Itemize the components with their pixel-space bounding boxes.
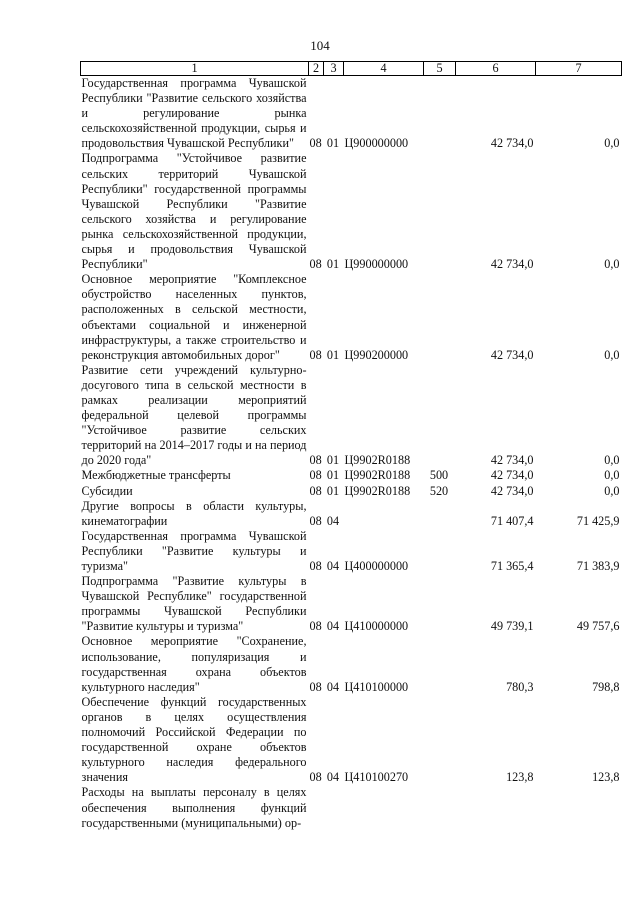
amount-year-1: 42 734,0 <box>490 347 534 362</box>
amount-year-1: 42 734,0 <box>490 257 534 272</box>
table-row <box>81 484 622 499</box>
amount-year-1: 42 734,0 <box>490 468 534 483</box>
column-header: 2 <box>309 62 324 76</box>
target-article-code: Ц9902R0188 <box>344 453 411 468</box>
target-article-code: Ц900000000 <box>344 136 409 151</box>
expense-type-code: 520 <box>429 483 449 498</box>
row-description: Основное мероприятие "Комплексное обустройство населенных пунктов, расположенных в сельской местности, объектами социальной и инженерной инфраструктуры, а также строительство и реконструкция автомобильных дорог" <box>81 272 307 362</box>
amount-year-2 <box>536 785 622 830</box>
table-row <box>81 363 622 469</box>
table-row <box>81 695 622 786</box>
column-header: 4 <box>344 62 424 76</box>
subsection-code: 01 <box>326 136 340 151</box>
target-article-code: Ц9902R0188 <box>344 483 411 498</box>
row-description: Государственная программа Чувашской Республики "Развитие сельского хозяйства и регулирование рынка сельскохозяйственной продукции, сырья и продовольствия Чувашской Республики" <box>81 76 307 151</box>
subsection-code: 04 <box>326 619 340 634</box>
amount-year-1: 71 365,4 <box>490 559 534 573</box>
budget-table <box>80 61 622 831</box>
amount-year-2: 798,8 <box>592 679 620 694</box>
expense-type-code <box>424 785 456 830</box>
amount-year-1: 42 734,0 <box>490 453 534 468</box>
row-description: Развитие сети учреждений культурно-досугового типа в сельской местности в рамках реализации мероприятий федеральной целевой программы "Устойчивое развитие сельских территорий на 2014–2017 годы и на период до 2020 года" <box>81 362 307 468</box>
subsection-code <box>324 785 344 830</box>
section-code: 08 <box>309 483 322 498</box>
table-row <box>81 272 622 363</box>
expense-type-code <box>424 574 456 634</box>
target-article-code: Ц990000000 <box>344 257 409 272</box>
row-description: Расходы на выплаты персоналу в целях обеспечения выполнения функций государственными (муниципальными) ор- <box>81 785 307 830</box>
expense-type-code <box>424 634 456 694</box>
amount-year-2: 0,0 <box>604 136 620 151</box>
amount-year-1: 42 734,0 <box>490 483 534 498</box>
target-article-code: Ц410100270 <box>344 770 409 785</box>
section-code: 08 <box>309 468 322 483</box>
expense-type-code <box>424 529 456 574</box>
amount-year-1: 42 734,0 <box>490 136 534 151</box>
amount-year-2: 0,0 <box>604 453 620 468</box>
target-article-code: Ц410000000 <box>344 619 409 634</box>
table-row <box>81 574 622 634</box>
target-article-code: Ц410100000 <box>344 679 409 694</box>
section-code: 08 <box>309 770 322 785</box>
row-description: Другие вопросы в области культуры, кинематографии <box>81 498 307 528</box>
row-description: Подпрограмма "Устойчивое развитие сельских территорий Чувашской Республики" государственной программы Чувашской Республики "Развитие сельского хозяйства и регулирование рынка сельскохозяйственной продукции, сырья и продовольствия Чувашской Республики" <box>81 151 307 272</box>
table-row <box>81 76 622 152</box>
amount-year-2: 71 425,9 <box>576 513 620 528</box>
section-code: 08 <box>309 347 322 362</box>
column-header: 7 <box>536 62 622 76</box>
section-code: 08 <box>309 513 322 528</box>
amount-year-1: 49 739,1 <box>490 619 534 634</box>
column-header: 3 <box>324 62 344 76</box>
table-row <box>81 468 622 483</box>
expense-type-code <box>424 151 456 272</box>
section-code: 08 <box>309 257 322 272</box>
row-description: Субсидии <box>81 483 133 498</box>
subsection-code: 01 <box>326 453 340 468</box>
page-number: 104 <box>310 38 330 53</box>
target-article-code: Ц400000000 <box>344 559 409 573</box>
subsection-code: 01 <box>326 347 340 362</box>
expense-type-code <box>424 363 456 469</box>
amount-year-2: 123,8 <box>592 770 620 785</box>
amount-year-1: 780,3 <box>506 679 534 694</box>
target-article-code: Ц990200000 <box>344 347 409 362</box>
column-header: 5 <box>424 62 456 76</box>
subsection-code: 04 <box>326 770 340 785</box>
column-header: 6 <box>456 62 536 76</box>
amount-year-2: 0,0 <box>604 347 620 362</box>
amount-year-1 <box>456 785 536 830</box>
subsection-code: 01 <box>326 257 340 272</box>
section-code: 08 <box>309 679 322 694</box>
amount-year-2: 0,0 <box>604 257 620 272</box>
target-article-code: Ц9902R0188 <box>344 468 411 483</box>
row-description: Государственная программа Чувашской Республики "Развитие культуры и туризма" <box>81 528 307 573</box>
expense-type-code: 500 <box>429 468 449 483</box>
section-code: 08 <box>309 453 322 468</box>
section-code: 08 <box>309 619 322 634</box>
section-code: 08 <box>309 559 322 573</box>
section-code <box>309 785 324 830</box>
table-row <box>81 151 622 272</box>
subsection-code: 04 <box>326 679 340 694</box>
section-code: 08 <box>309 136 322 151</box>
row-description: Обеспечение функций государственных органов в целях осуществления полномочий Российской Федерации по государственной охране объектов культурного наследия федерального значения <box>81 694 307 785</box>
subsection-code: 04 <box>326 513 340 528</box>
amount-year-1: 71 407,4 <box>490 513 534 528</box>
row-description: Основное мероприятие "Сохранение, использование, популяризация и государственная охрана объектов культурного наследия" <box>81 634 307 694</box>
expense-type-code <box>424 499 456 529</box>
amount-year-2: 49 757,6 <box>576 619 620 634</box>
table-row <box>81 785 622 830</box>
expense-type-code <box>424 76 456 152</box>
subsection-code: 01 <box>326 483 340 498</box>
subsection-code: 01 <box>326 468 340 483</box>
table-row <box>81 634 622 694</box>
subsection-code: 04 <box>326 559 340 573</box>
amount-year-1: 123,8 <box>506 770 534 785</box>
target-article-code <box>344 785 424 830</box>
amount-year-2: 0,0 <box>604 483 620 498</box>
amount-year-2: 0,0 <box>604 468 620 483</box>
expense-type-code <box>424 695 456 786</box>
table-header-row <box>81 62 622 76</box>
row-description: Подпрограмма "Развитие культуры в Чувашской Республике" государственной программы Чувашской Республики "Развитие культуры и туризма" <box>81 574 307 634</box>
column-header: 1 <box>81 62 309 76</box>
row-description: Межбюджетные трансферты <box>81 468 231 483</box>
target-article-code <box>344 499 424 529</box>
amount-year-2: 71 383,9 <box>576 559 620 573</box>
table-row <box>81 529 622 574</box>
expense-type-code <box>424 272 456 363</box>
table-row <box>81 499 622 529</box>
